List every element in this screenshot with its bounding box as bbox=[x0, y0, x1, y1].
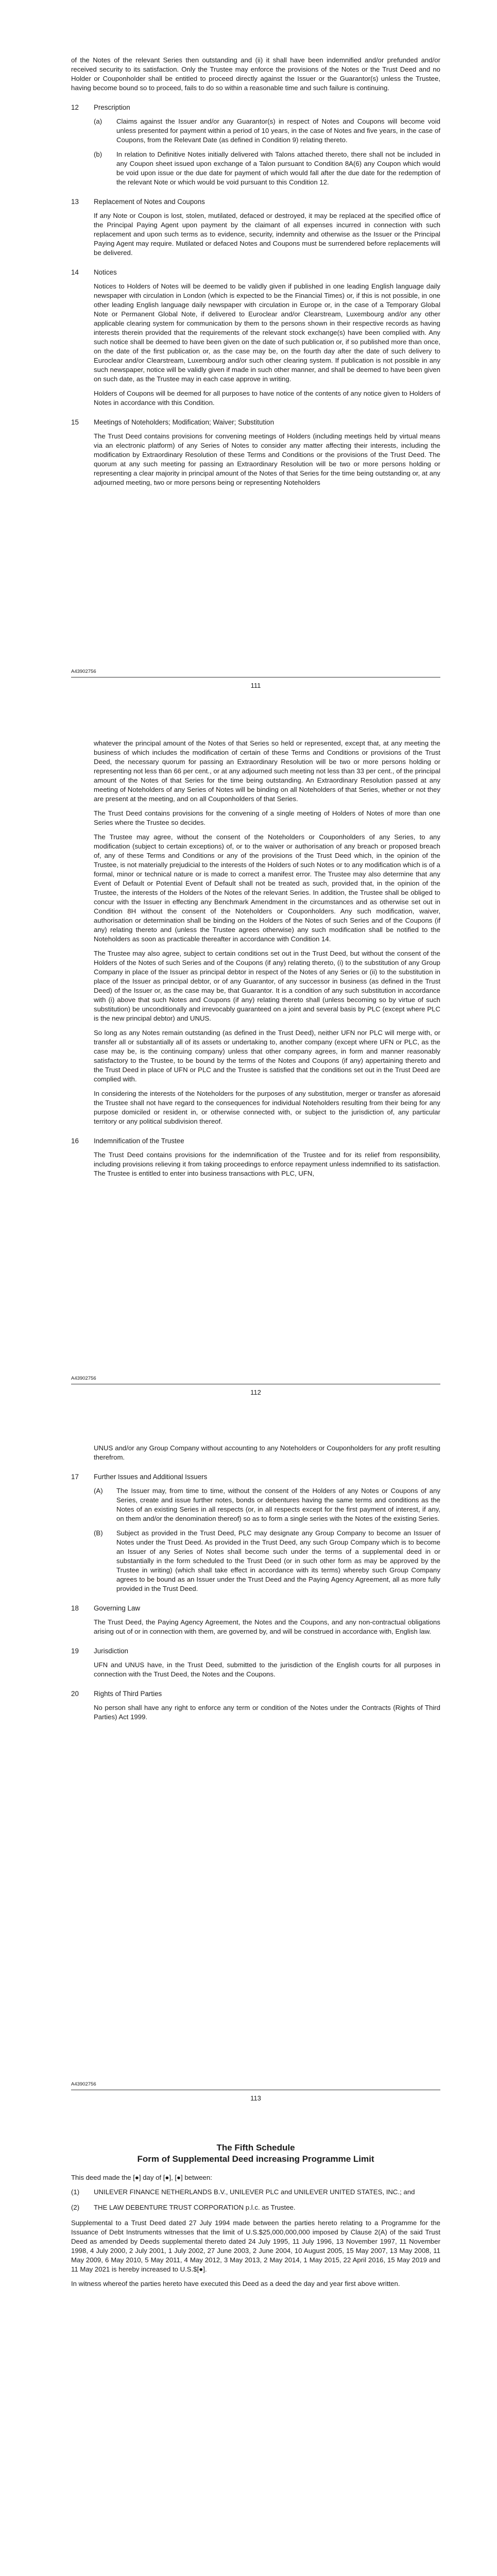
paragraph: The Trustee may agree, without the consent of the Noteholders or Couponholders of any Series, to any modification (subject to certain exceptions) of, or to the waiver or authorisation of any breach or proposed breach of, any of these Terms and Conditions or any of the provisions of the Trust Deed which, in the opinion of the Trustee, is not materially prejudicial to the interests of the Holders of such Notes or to any modification which is of a formal, minor or technical nature or is made to correct a manifest error. The Trustee may also determine that any Event of Default or Potential Event of Default shall not be treated as such, provided that, in the opinion of the Trustee, the interests of the Holders of the Notes of the relevant Series. In addition, the Trustee shall be obliged to concur with the Issuer in effecting any Benchmark Amendment in the circumstances and as otherwise set out in Condition 8H without the consent of the Noteholders or Couponholders. Any such modification, waiver, authorisation or determination shall be binding on the Holders of the Notes of such Series and of the Coupons (if any) relating thereto and (unless the Trustee agrees otherwise) any such modification shall be notified to the Noteholders as soon as practicable thereafter in accordance with Condition 14. bbox=[94, 833, 440, 943]
document-page-114 bbox=[0, 2119, 497, 2576]
paragraph: UNUS and/or any Group Company without accounting to any Noteholders or Couponholders for any profit resulting therefrom. bbox=[94, 1444, 440, 1461]
paragraph: The Trust Deed contains provisions for the indemnification of the Trustee and for its relief from responsibility, including provisions relieving it from taking proceedings to enforce repayment unless indemnified to its satisfaction. The Trustee is entitled to enter into business transactions with PLC, UFN, bbox=[94, 1151, 440, 1177]
subclause-17b bbox=[71, 1529, 440, 1594]
page-footer bbox=[71, 2081, 440, 2104]
paragraph: Holders of Coupons will be deemed for all purposes to have notice of the contents of any notice given to Holders of Notes in accordance with this Condition. bbox=[94, 389, 440, 406]
party-name: THE LAW DEBENTURE TRUST CORPORATION p.l.c. as Trustee. bbox=[94, 2204, 296, 2211]
page-footer bbox=[71, 669, 440, 691]
section-number: 15 bbox=[71, 418, 79, 426]
section-heading-13 bbox=[71, 197, 440, 207]
section-number: 13 bbox=[71, 198, 79, 206]
section-number: 20 bbox=[71, 1690, 79, 1698]
section-number: 12 bbox=[71, 104, 79, 111]
subclause-12a bbox=[71, 117, 440, 145]
document-reference: A43902756 bbox=[71, 1376, 96, 1381]
paragraph: The Trust Deed, the Paying Agency Agreement, the Notes and the Coupons, and any non-contractual obligations arising out of or in connection with them, are governed by, and will be construed in accordance with, English law. bbox=[94, 1618, 440, 1635]
document-page-111 bbox=[0, 0, 497, 706]
schedule-title: The Fifth Schedule bbox=[216, 2143, 295, 2153]
paragraph: whatever the principal amount of the Notes of that Series so held or represented, except that, at any meeting the business of which includes the modification of certain of these Terms and Conditions or provisions of the Trust Deed, the necessary quorum for passing an Extraordinary Resolution will be two or more persons holding or representing not less than 66 per cent., or at any adjourned such meeting not less than 33 per cent., of the principal amount of the Notes of that Series for the time being outstanding. An Extraordinary Resolution passed at any meeting of Noteholders of any Series of Notes will be binding on all Noteholders of that Series, whether or not they are present at the meeting, and on all Couponholders of that Series. bbox=[94, 739, 440, 803]
section-title: Jurisdiction bbox=[94, 1647, 128, 1655]
section-title: Further Issues and Additional Issuers bbox=[94, 1473, 208, 1481]
subclause-label: (b) bbox=[94, 150, 102, 158]
section-heading-20 bbox=[71, 1689, 440, 1699]
section-heading-14 bbox=[71, 268, 440, 277]
section-number: 19 bbox=[71, 1647, 79, 1655]
subclause-label: (A) bbox=[94, 1487, 103, 1495]
section-title: Rights of Third Parties bbox=[94, 1690, 162, 1698]
paragraph: Supplemental to a Trust Deed dated 27 July 1994 made between the parties hereto relating to a Programme for the Issuance of Debt Instruments witnesses that the limit of U.S.$25,000,000,000 imposed by Clause 2(A) of the said Trust Deed as amended by Deeds supplemental thereto dated 24 July 1995, 11 July 1996, 13 November 1997, 11 November 1998, 4 July 2000, 2 July 2001, 1 July 2002, 27 June 2003, 2 June 2004, 10 August 2005, 15 May 2007, 13 May 2008, 11 May 2009, 6 May 2010, 5 May 2011, 4 May 2012, 3 May 2013, 2 May 2014, 1 May 2015, 22 April 2016, 15 May 2019 and 11 May 2021 is hereby increased to U.S.$[●]. bbox=[71, 2219, 440, 2273]
section-number: 14 bbox=[71, 268, 79, 276]
subclause-17a bbox=[71, 1486, 440, 1523]
document-reference: A43902756 bbox=[71, 2081, 96, 2087]
section-title: Notices bbox=[94, 268, 117, 276]
page-number: 111 bbox=[250, 682, 261, 689]
paragraph: of the Notes of the relevant Series then outstanding and (ii) it shall have been indemnified and/or prefunded and/or received security to its satisfaction. Only the Trustee may enforce the provisions of the Notes or the Trust Deed and no Holder or Couponholder shall be entitled to proceed directly against the Issuer or the Guarantor(s) unless the Trustee, having become bound so to proceed, fails to do so within a reasonable time and such failure is continuing. bbox=[71, 56, 440, 92]
section-number: 16 bbox=[71, 1137, 79, 1145]
paragraph: The Trust Deed contains provisions for the convening of a single meeting of Holders of Notes of more than one Series where the Trustee so decides. bbox=[94, 809, 440, 826]
subclause-label: (B) bbox=[94, 1529, 103, 1537]
section-heading-17 bbox=[71, 1472, 440, 1482]
party-1 bbox=[71, 2188, 440, 2197]
paragraph: If any Note or Coupon is lost, stolen, mutilated, defaced or destroyed, it may be replaced at the specified office of the Principal Paying Agent upon payment by the claimant of all expenses incurred in connection with such replacement and upon such terms as to evidence, security, indemnity and otherwise as the Issuer or the Principal Paying Agent may require. Mutilated or defaced Notes and Coupons must be surrendered before replacements will be delivered. bbox=[94, 212, 440, 257]
paragraph: UFN and UNUS have, in the Trust Deed, submitted to the jurisdiction of the English courts for all purposes in connection with the Trust Deed, the Notes and the Coupons. bbox=[94, 1661, 440, 1678]
paragraph: In relation to Definitive Notes initially delivered with Talons attached thereto, there shall not be included in any Coupon sheet issued upon exchange of a Talon pursuant to Condition 8A(6) any Coupon which would be void upon issue or the due date for payment of which would fall after the due date for the redemption of the relevant Note or which would be void pursuant to this Condition 12. bbox=[116, 150, 440, 186]
section-heading-19 bbox=[71, 1647, 440, 1656]
section-heading-15 bbox=[71, 418, 440, 427]
paragraph: In witness whereof the parties hereto have executed this Deed as a deed the day and year first above written. bbox=[71, 2280, 400, 2287]
section-number: 17 bbox=[71, 1473, 79, 1481]
section-heading-18 bbox=[71, 1604, 440, 1613]
paragraph: No person shall have any right to enforce any term or condition of the Notes under the Contracts (Rights of Third Parties) Act 1999. bbox=[94, 1704, 440, 1721]
subclause-label: (a) bbox=[94, 117, 102, 125]
page-number: 113 bbox=[250, 2094, 261, 2102]
page-number: 112 bbox=[250, 1388, 261, 1396]
section-title: Replacement of Notes and Coupons bbox=[94, 198, 205, 206]
party-2 bbox=[71, 2203, 440, 2212]
paragraph: The Trust Deed contains provisions for convening meetings of Holders (including meetings held by virtual means via an electronic platform) of any Series of Notes to consider any matter affecting their interests, including the modification by Extraordinary Resolution of these Terms and Conditions or the provisions of the Trust Deed. The quorum at any such meeting for passing an Extraordinary Resolution will be two or more persons holding or representing a clear majority in principal amount of the Notes of that Series for the time being outstanding or, at any adjourned meeting, two or more persons being or representing Noteholders bbox=[94, 432, 440, 486]
section-heading-16 bbox=[71, 1137, 440, 1146]
section-title: Prescription bbox=[94, 104, 130, 111]
party-label: (2) bbox=[71, 2204, 80, 2211]
document-page-112 bbox=[0, 706, 497, 1413]
section-title: Meetings of Noteholders; Modification; Waiver; Substitution bbox=[94, 418, 275, 426]
section-title: Governing Law bbox=[94, 1604, 141, 1612]
paragraph: In considering the interests of the Noteholders for the purposes of any substitution, merger or transfer as aforesaid the Trustee shall not have regard to the consequences for individual Noteholders resulting from their being for any purpose domiciled or resident in, or otherwise connected with, or subject to the jurisdiction of, any particular territory or any political subdivision thereof. bbox=[94, 1090, 440, 1125]
page-footer bbox=[71, 1376, 440, 1398]
document-reference: A43902756 bbox=[71, 669, 96, 674]
section-number: 18 bbox=[71, 1604, 79, 1612]
paragraph: Notices to Holders of Notes will be deemed to be validly given if published in one leading English language daily newspaper with circulation in London (which is expected to be the Financial Times) or, if this is not possible, in one other leading English language daily newspaper with circulation in Europe or, in the case of a Temporary Global Note or Permanent Global Note, if delivered to Euroclear and/or Clearstream, Luxembourg and/or any other applicable clearing system for communication by them to the persons shown in their respective records as having interests therein provided that the requirements of the relevant stock exchange(s) have been complied with. Any such notice shall be deemed to have been given on the date of such publication or, if so published more than once, on the date of the first publication or, as the case may be, on the fourth day after the date of such delivery to Euroclear and/or Clearstream, Luxembourg and/or such other clearing system. If publication is not possible in any such newspaper, notice will be validly given if made in such other manner, and shall be deemed to have been given on such date, as the Trustee may in each case approve in writing. bbox=[94, 282, 440, 383]
paragraph: The Issuer may, from time to time, without the consent of the Holders of any Notes or Coupons of any Series, create and issue further notes, bonds or debentures having the same terms and conditions as the Notes of an existing Series in all respects (or, in all respects except for the first payment of interest, if any, on them and/or the denomination thereof) so as to form a single series with the Notes of the existing Series. bbox=[116, 1487, 440, 1522]
paragraph: So long as any Notes remain outstanding (as defined in the Trust Deed), neither UFN nor PLC will merge with, or transfer all or substantially all of its assets or undertaking to, another company (except where UFN or PLC, as the case may be, is the continuing company) unless that other company agrees, in form and manner reasonably satisfactory to the Trustee, to be bound by the terms of the Notes and Coupons (if any) appertaining thereto and the Trust Deed in place of UFN or PLC and the Trustee is satisfied that the conditions set out in the Trust Deed are complied with. bbox=[94, 1029, 440, 1083]
subclause-12b bbox=[71, 150, 440, 187]
paragraph: The Trustee may also agree, subject to certain conditions set out in the Trust Deed, but without the consent of the Holders of the Notes of such Series and of the Coupons (if any) relating thereto, (i) to the substitution of any Group Company in place of the Issuer as principal debtor in respect of the Notes of any Series or (ii) to the substitution in place of the Issuer as principal debtor, or of any Guarantor, of any successor in business (as defined in the Trust Deed) of the Issuer or, as the case may be, that Guarantor. It is a condition of any such substitution in accordance with (i) above that such Notes and Coupons (if any) relating thereto shall (unless becoming so by virtue of such substitution) be unconditionally and irrevocably guaranteed on a joint and several basis by PLC (except where PLC is the new principal debtor) and UNUS. bbox=[94, 950, 440, 1022]
section-title: Indemnification of the Trustee bbox=[94, 1137, 184, 1145]
deed-intro: This deed made the [●] day of [●], [●] between: bbox=[71, 2174, 212, 2181]
party-name: UNILEVER FINANCE NETHERLANDS B.V., UNILEVER PLC and UNILEVER UNITED STATES, INC.; and bbox=[94, 2188, 415, 2196]
section-heading-12 bbox=[71, 103, 440, 112]
document-page-113 bbox=[0, 1413, 497, 2119]
party-label: (1) bbox=[71, 2188, 80, 2196]
paragraph: Claims against the Issuer and/or any Guarantor(s) in respect of Notes and Coupons will become void unless presented for payment within a period of 10 years, in the case of Notes and five years, in the case of Coupons, from the Relevant Date (as defined in Condition 9) relating thereto. bbox=[116, 117, 440, 144]
schedule-subtitle: Form of Supplemental Deed increasing Programme Limit bbox=[137, 2154, 374, 2164]
paragraph: Subject as provided in the Trust Deed, PLC may designate any Group Company to become an Issuer of Notes under the Trust Deed. As provided in the Trust Deed, any such Group Company which is to become an Issuer of any Series of Notes shall become such under the terms of a supplemental deed in or substantially in the form scheduled to the Trust Deed (or in such other form as may be approved by the Trustee in writing) (which shall take effect in accordance with its terms) whereby such Group Company agrees to be bound as an Issuer under the Trust Deed and the Paying Agency Agreement, all as more fully provided in the Trust Deed. bbox=[116, 1529, 440, 1592]
